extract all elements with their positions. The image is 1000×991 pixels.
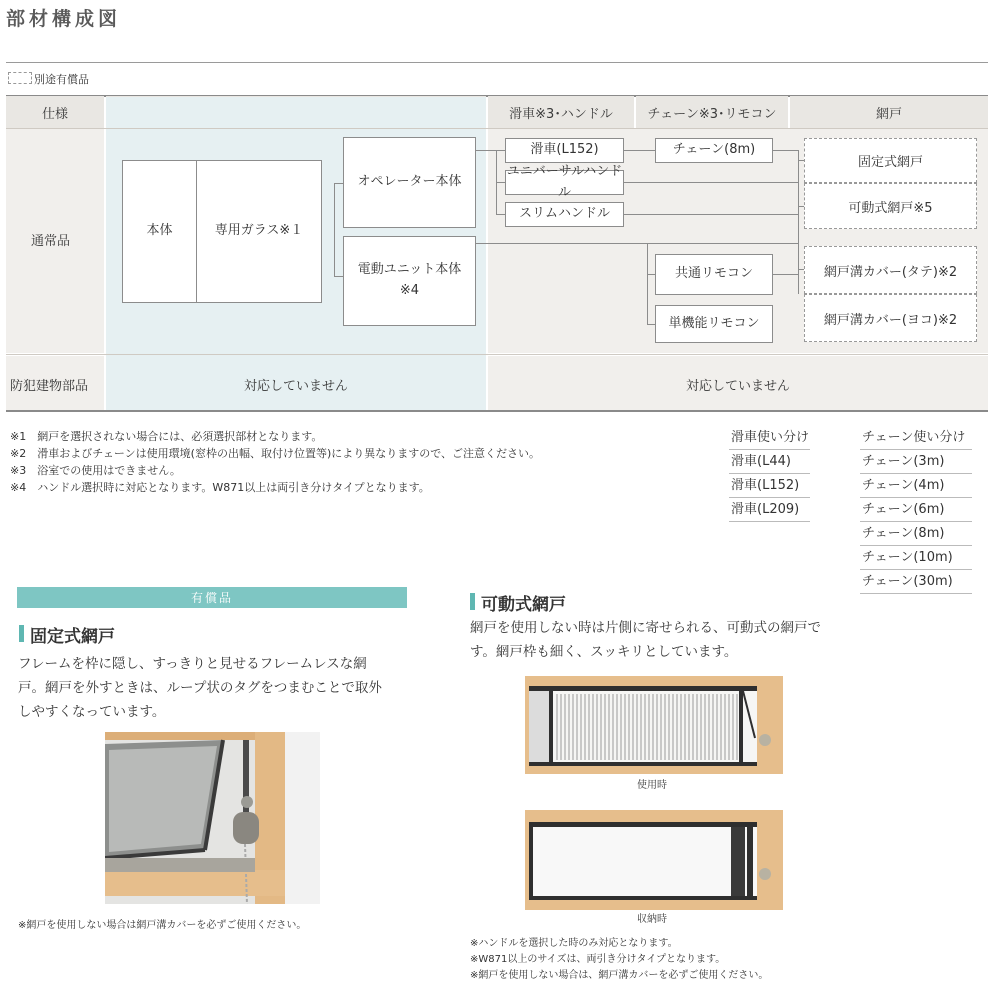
fixed-screen-title: 固定式網戸 [30, 627, 115, 647]
pulley-use-item: 滑車(L152) [729, 474, 810, 498]
connector-universal-screen [624, 182, 798, 183]
box-electric-unit [343, 236, 476, 326]
box-cover-horizontal: 網戸溝カバー(ヨコ)※2 [804, 294, 977, 342]
connector-unit-right [476, 243, 798, 244]
chain-use-heading: チェーン使い分け [860, 426, 972, 450]
label-in-use: 使用時 [637, 780, 667, 791]
connector-pulley-2 [496, 182, 505, 183]
box-pulley-l152: 滑車(L152) [505, 138, 624, 163]
box-remote-common: 共通リモコン [655, 254, 773, 295]
connector-to-operator [334, 183, 343, 184]
box-chain-8m: チェーン(8m) [655, 138, 773, 163]
box-slim-handle: スリムハンドル [505, 202, 624, 227]
fixed-screen-photo [105, 732, 320, 904]
legend-label: 別途有償品 [34, 73, 89, 86]
electric-unit-label: 電動ユニット本体 [357, 262, 462, 278]
movable-screen-title: 可動式網戸 [481, 595, 566, 615]
row-divider [6, 354, 988, 355]
box-universal-handle: ユニバーサルハンドル [506, 163, 623, 200]
paid-option-band: 有償品 [17, 587, 407, 608]
pulley-use-list [729, 426, 810, 522]
movable-screen-notes [470, 936, 768, 984]
label-stored: 収納時 [637, 914, 667, 925]
fixed-screen-text-1: フレームを枠に隠し、すっきりと見せるフレームレスな網 [18, 656, 367, 672]
fixed-screen-text-3: しやすくなっています。 [18, 704, 166, 720]
col-header-chain: チェーン※3･リモコン [636, 96, 788, 128]
section-marker [19, 625, 24, 642]
connector-screen-vertical [798, 150, 799, 294]
notes-block [10, 428, 720, 496]
connector-pulley-1 [496, 150, 505, 151]
connector-remote-common [647, 274, 655, 275]
movable-screen-description [470, 616, 870, 664]
connector-chain-screen [773, 150, 798, 151]
box-glass: 専用ガラス※１ [196, 160, 322, 303]
connector-pulley-3 [496, 214, 505, 215]
chain-use-list [860, 426, 972, 594]
title-divider [6, 62, 988, 63]
note-3: ※3 浴室での使用はできません。 [10, 464, 181, 477]
box-remote-single: 単機能リモコン [655, 305, 773, 343]
pulley-use-item: 滑車(L209) [729, 498, 810, 522]
connector-to-unit [334, 276, 343, 277]
connector-remote-screen [773, 274, 798, 275]
chain-use-item: チェーン(8m) [860, 522, 972, 546]
page-title: 部材構成図 [6, 8, 122, 30]
movable-screen-text-2: す。網戸枠も細く、スッキリとしています。 [470, 644, 738, 660]
chain-use-item: チェーン(6m) [860, 498, 972, 522]
box-movable-screen: 可動式網戸※5 [804, 183, 977, 229]
connector-slim-screen [624, 214, 798, 215]
note-4: ※4 ハンドル選択時に対応となります。W871以上は両引き分けタイプとなります。 [10, 481, 430, 494]
col-header-pulley: 滑車※3･ハンドル [488, 96, 634, 128]
movable-screen-stored-image [525, 810, 783, 910]
chain-use-item: チェーン(4m) [860, 474, 972, 498]
fixed-screen-description [18, 652, 418, 724]
connector-operator-pulley [476, 150, 496, 151]
table-bottom-rule [6, 410, 988, 412]
chain-use-item: チェーン(10m) [860, 546, 972, 570]
chain-use-item: チェーン(3m) [860, 450, 972, 474]
row-label-security: 防犯建物部品 [10, 379, 89, 394]
connector-remote-single [647, 324, 655, 325]
legend-dashed-box [8, 72, 32, 84]
box-hontai: 本体 [122, 160, 197, 303]
pulley-use-item: 滑車(L44) [729, 450, 810, 474]
unsupported-right: 対応していません [686, 379, 791, 394]
movable-note-3: ※網戸を使用しない場合は、網戸溝カバーを必ずご使用ください。 [470, 970, 769, 981]
box-cover-vertical: 網戸溝カバー(タテ)※2 [804, 246, 977, 294]
box-operator: オペレーター本体 [343, 137, 476, 228]
unsupported-body: 対応していません [244, 379, 349, 394]
fixed-screen-text-2: 戸。網戸を外すときは、ループ状のタグをつまむことで取外 [18, 680, 382, 696]
movable-screen-in-use-image [525, 676, 783, 774]
header-row-divider [6, 128, 988, 129]
col-header-screen: 網戸 [790, 96, 988, 128]
note-2: ※2 滑車およびチェーンは使用環境(窓枠の出幅、取付け位置等)により異なりますので、ご注意ください。 [10, 447, 541, 460]
connector-body-vertical [334, 183, 335, 276]
movable-screen-text-1: 網戸を使用しない時は片側に寄せられる、可動式の網戸で [470, 620, 821, 636]
section-marker [470, 593, 475, 610]
movable-note-1: ※ハンドルを選択した時のみ対応となります。 [470, 938, 678, 949]
connector-pulley-chain [624, 150, 655, 151]
connector-remote-vertical [647, 243, 648, 324]
note-1: ※1 網戸を選択されない場合には、必須選択部材となります。 [10, 430, 323, 443]
box-fixed-screen: 固定式網戸 [804, 138, 977, 183]
fixed-screen-caption: ※網戸を使用しない場合は網戸溝カバーを必ずご使用ください。 [18, 920, 307, 931]
electric-unit-note: ※4 [399, 283, 420, 298]
col-header-spec: 仕様 [6, 96, 104, 128]
pulley-use-heading: 滑車使い分け [729, 426, 810, 450]
movable-note-2: ※W871以上のサイズは、両引き分けタイプとなります。 [470, 954, 726, 965]
row-label-normal: 通常品 [31, 234, 71, 249]
chain-use-item: チェーン(30m) [860, 570, 972, 594]
